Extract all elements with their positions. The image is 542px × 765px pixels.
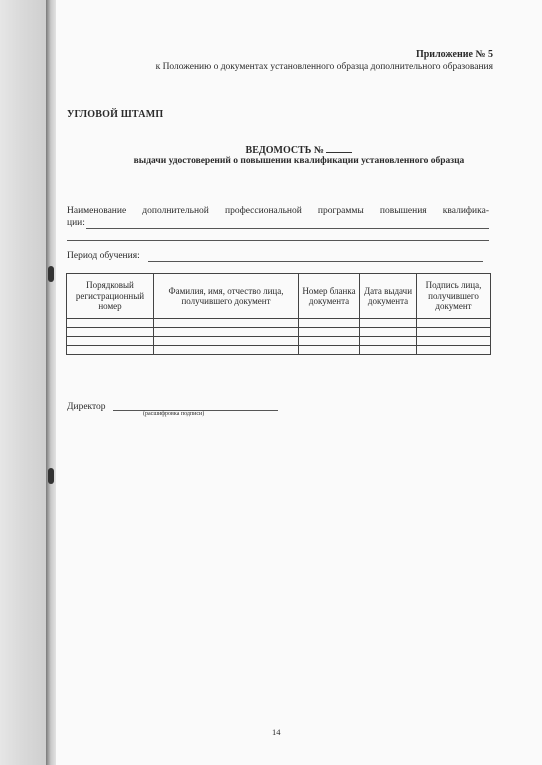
program-name-fill-line[interactable]	[86, 228, 489, 229]
table-cell[interactable]	[154, 346, 299, 355]
director-label: Директор	[67, 402, 106, 412]
appendix-subtitle: к Положению о документах установленного образца дополнительного образования	[155, 62, 493, 72]
table-cell[interactable]	[417, 346, 491, 355]
col-header-full-name: Фамилия, имя, отчество лица, получившего документ	[154, 274, 299, 319]
document-number-blank[interactable]	[326, 143, 352, 153]
signature-hint: (расшифровка подписи)	[143, 411, 205, 417]
table-cell[interactable]	[67, 346, 154, 355]
col-header-reg-number: Порядковый регистрационный номер	[67, 274, 154, 319]
document-subtitle: выдачи удостоверений о повышении квалификации установленного образца	[133, 156, 465, 166]
table-cell[interactable]	[360, 319, 417, 328]
table-row	[67, 346, 491, 355]
program-name-fill-line-2[interactable]	[67, 240, 489, 241]
col-header-issue-date: Дата выдачи документа	[360, 274, 417, 319]
table-cell[interactable]	[299, 328, 360, 337]
table-cell[interactable]	[360, 337, 417, 346]
table-cell[interactable]	[67, 337, 154, 346]
scan-background	[0, 0, 46, 765]
table-cell[interactable]	[299, 319, 360, 328]
col-header-signature: Подпись лица, получившего документ	[417, 274, 491, 319]
page-number: 14	[272, 727, 281, 737]
table-row	[67, 328, 491, 337]
issuance-register-table	[66, 273, 491, 355]
study-period-fill-line[interactable]	[148, 261, 483, 262]
document-title	[56, 143, 542, 156]
table-cell[interactable]	[417, 337, 491, 346]
program-name-label: Наименование дополнительной профессиональной программы повышения квалифика-	[67, 206, 489, 216]
table-row	[67, 337, 491, 346]
table-cell[interactable]	[154, 337, 299, 346]
table-cell[interactable]	[360, 346, 417, 355]
document-title-text: ВЕДОМОСТЬ №	[245, 145, 324, 156]
appendix-title: Приложение № 5	[415, 49, 493, 60]
table-row	[67, 319, 491, 328]
col-header-form-number: Номер бланка документа	[299, 274, 360, 319]
table-cell[interactable]	[67, 328, 154, 337]
punch-hole	[48, 266, 54, 282]
table-cell[interactable]	[154, 319, 299, 328]
table-cell[interactable]	[154, 328, 299, 337]
table-cell[interactable]	[299, 346, 360, 355]
table-cell[interactable]	[299, 337, 360, 346]
table-cell[interactable]	[417, 328, 491, 337]
table-header-row	[67, 274, 491, 319]
punch-hole	[48, 468, 54, 484]
table-cell[interactable]	[417, 319, 491, 328]
program-name-label-cont: ции:	[67, 218, 85, 228]
table-cell[interactable]	[67, 319, 154, 328]
table-cell[interactable]	[360, 328, 417, 337]
corner-stamp-label: УГЛОВОЙ ШТАМП	[67, 109, 164, 120]
study-period-label: Период обучения:	[67, 251, 140, 261]
